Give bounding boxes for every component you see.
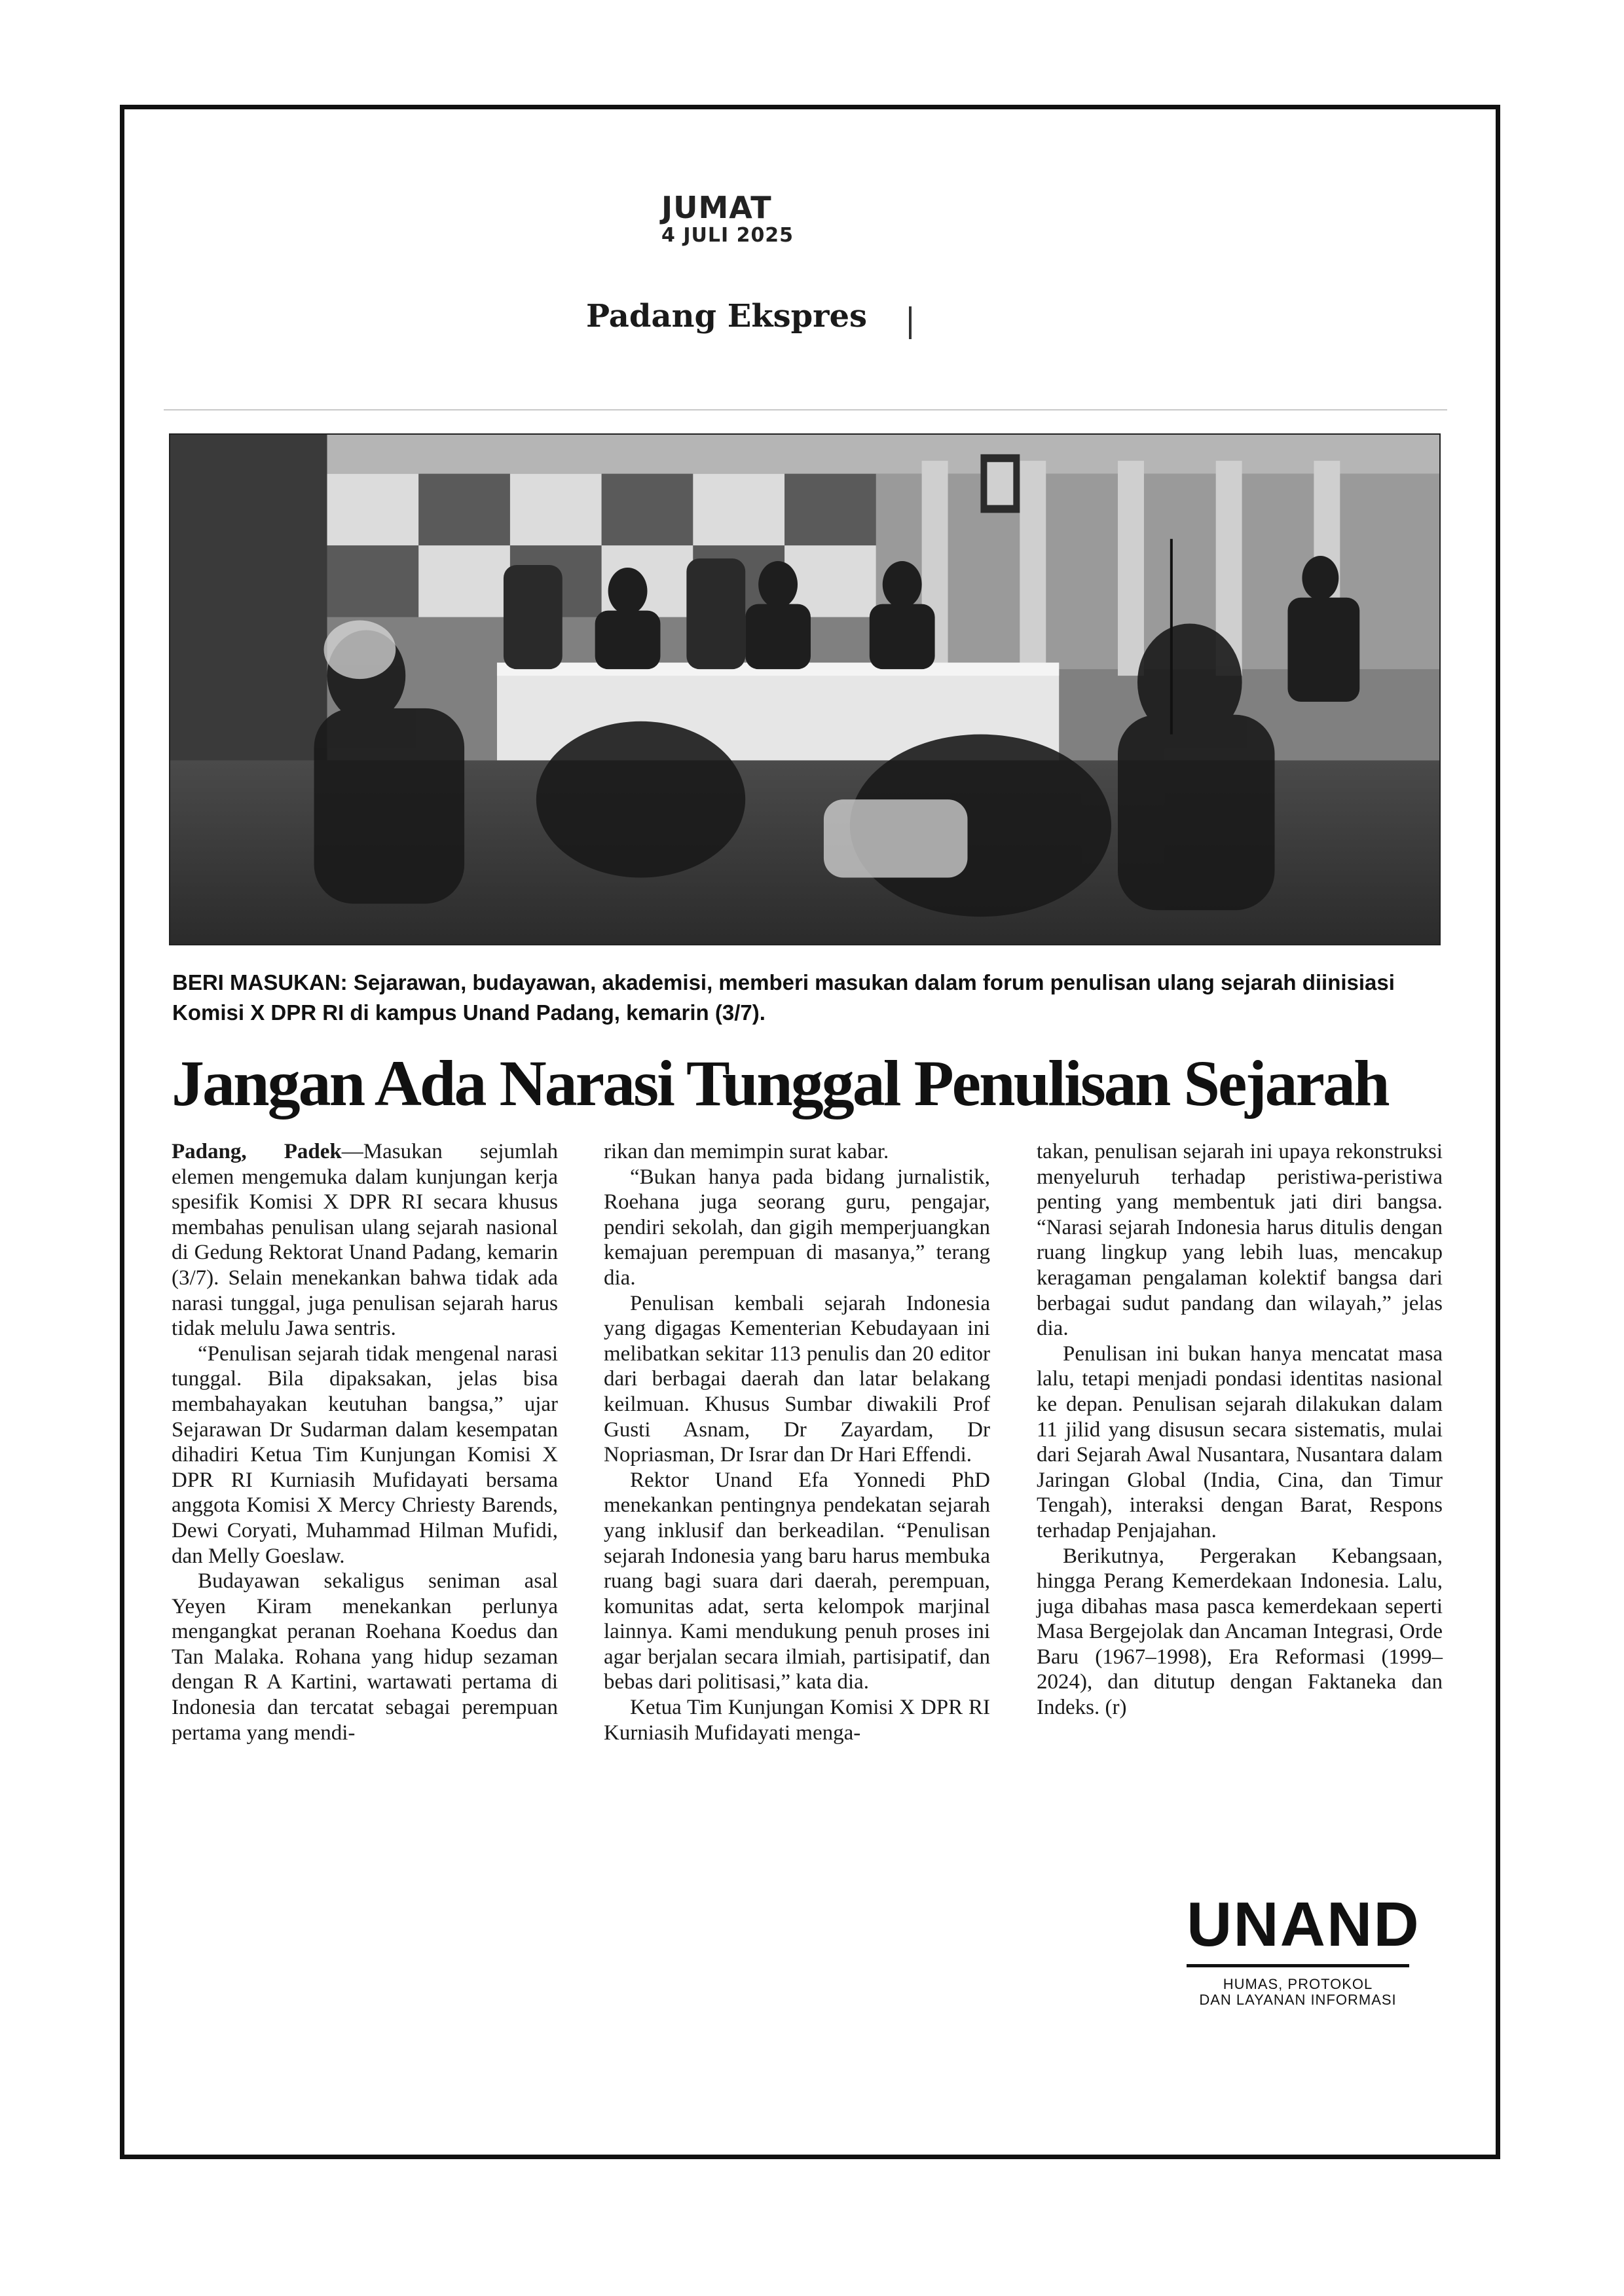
photo-caption — [172, 968, 1443, 1028]
newspaper-name: Padang Ekspres — [586, 298, 868, 335]
paragraph: Penulisan kembali sejarah Indonesia yang digagas Kementerian Kebudayaan ini melibatkan sekitar 113 penulis dan 20 editor dari berbagai daerah dan latar belakang keilmuan. Khusus Sumbar diwakili Prof Gusti Asnam, Dr Zayardam, Dr Nopriasman, Dr Israr dan Dr Hari Effendi. — [604, 1291, 990, 1467]
divider — [909, 306, 912, 339]
logo-subtitle-line-2: DAN LAYANAN INFORMASI — [1199, 1992, 1397, 2008]
issue-day: JUMAT — [661, 190, 772, 225]
paragraph-text: —Masukan sejumlah elemen mengemuka dalam kunjungan kerja spesifik Komisi X DPR RI secara khusus membahas penulisan ulang sejarah nasional di Gedung Rektorat Unand Padang, kemarin (3/7). Selain menekankan bahwa tidak ada narasi tunggal, juga penulisan sejarah harus tidak melulu Jawa sentris. — [172, 1140, 558, 1341]
paragraph: Berikutnya, Pergerakan Kebangsaan, hingga Perang Kemerdekaan Indonesia. Lalu, juga dibahas masa pasca kemerdekaan seperti Masa Bergejolak dan Ancaman Integrasi, Orde Baru (1967–1998), Era Reformasi (1999–2024), dan ditutup dengan Faktaneka dan Indeks. (r) — [1037, 1544, 1443, 1720]
paragraph: Penulisan ini bukan hanya mencatat masa lalu, tetapi menjadi pondasi identitas nasional ke depan. Penulisan sejarah dilakukan dalam 11 jilid yang disusun secara sistematis, mulai dari Sejarah Awal Nusantara, Nusantara dalam Jaringan Global (India, Cina, dan Timur Tengah), interaksi dengan Barat, Respons terhadap Penjajahan. — [1037, 1341, 1443, 1542]
article-headline: Jangan Ada Narasi Tunggal Penulisan Sejarah — [172, 1047, 1388, 1120]
page-frame — [120, 105, 1500, 2159]
article-column-3 — [1037, 1139, 1443, 1721]
issue-date — [661, 190, 819, 247]
paragraph: Ketua Tim Kunjungan Komisi X DPR RI Kurniasih Mufidayati menga- — [604, 1696, 990, 1745]
divider — [164, 409, 1447, 410]
paragraph: “Penulisan sejarah tidak mengenal narasi tunggal. Bila dipaksakan, jelas bisa membahayakan keutuhan bangsa,” ujar Sejarawan Dr Sudarman dalam kesempatan dihadiri Ketua Tim Kunjungan Komisi X DPR RI Kurniasih Mufidayati bersama anggota Komisi X Mercy Chriesty Barends, Dewi Coryati, Muhammad Hilman Mufidi, dan Melly Goeslaw. — [172, 1341, 558, 1568]
paragraph — [172, 1139, 558, 1341]
unand-logo — [1187, 1889, 1420, 2008]
divider — [1187, 1964, 1409, 1967]
caption-text: Sejarawan, budayawan, akademisi, memberi masukan dalam forum penulisan ulang sejarah diinisiasi Komisi X DPR RI di kampus Unand Padang, kemarin (3/7). — [172, 970, 1395, 1025]
paragraph: rikan dan memimpin surat kabar. — [604, 1140, 889, 1163]
meeting-photo-image — [170, 435, 1439, 944]
meeting-photo — [169, 433, 1441, 945]
article-column-2 — [604, 1139, 990, 1745]
paragraph: “Bukan hanya pada bidang jurnalistik, Roehana juga seorang guru, pengajar, pendiri sekolah, dan gigih memperjuangkan kemajuan perempuan di masanya,” terang dia. — [604, 1165, 990, 1290]
paragraph: takan, penulisan sejarah ini upaya rekonstruksi menyeluruh terhadap peristiwa-peristiwa penting yang membentuk jati diri bangsa. “Narasi sejarah Indonesia harus ditulis dengan ruang lingkup yang lebih luas, mencakup keragaman pengalaman kolektif bangsa dari berbagai sudut pandang dan wilayah,” jelas dia. — [1037, 1140, 1443, 1341]
paragraph: Rektor Unand Efa Yonnedi PhD menekankan pentingnya pendekatan sejarah yang inklusif dan berkeadilan. “Penulisan sejarah Indonesia yang baru harus membuka ruang bagi suara dari daerah, perempuan, komunitas adat, serta kelompok marjinal lainnya. Kami mendukung penuh proses ini agar berjalan secara ilmiah, partisipatif, dan bebas dari politisasi,” kata dia. — [604, 1468, 990, 1694]
caption-lead: BERI MASUKAN: — [172, 970, 348, 994]
article-dateline: Padang, Padek — [172, 1140, 342, 1163]
paragraph: Budayawan sekaligus seniman asal Yeyen Kiram menekankan perlunya mengangkat peranan Roehana Koedus dan Tan Malaka. Rohana yang hidup sezaman dengan R A Kartini, wartawati pertama di Indonesia dan tercatat sebagai perempuan pertama yang mendi- — [172, 1569, 558, 1745]
article-column-1 — [172, 1139, 558, 1745]
logo-wordmark: UNAND — [1187, 1889, 1420, 1959]
issue-date-text: 4 JULI 2025 — [661, 224, 794, 247]
logo-subtitle-line-1: HUMAS, PROTOKOL — [1223, 1976, 1373, 1992]
